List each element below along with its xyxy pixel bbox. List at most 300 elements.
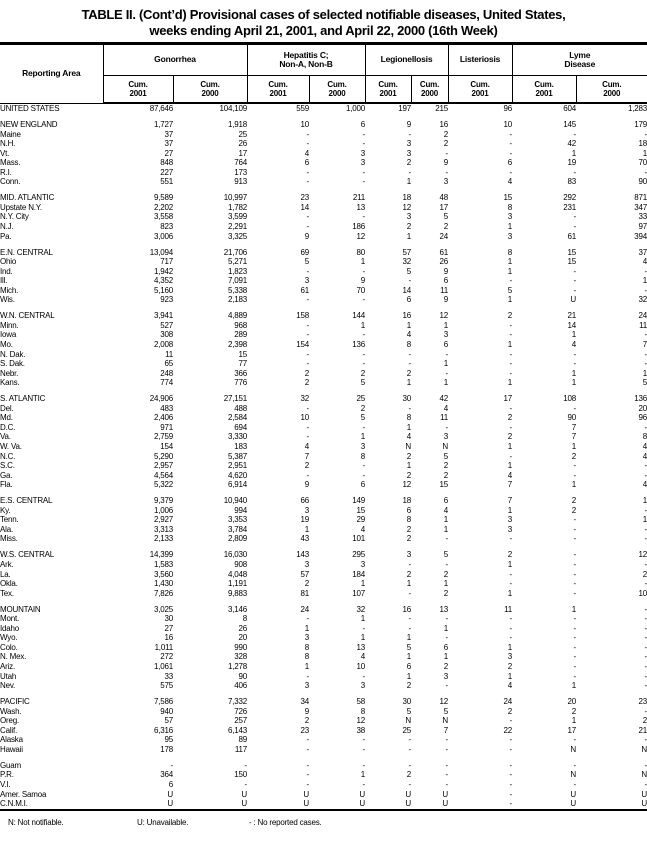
table-row	[0, 149, 647, 159]
value-cell: 1	[365, 652, 411, 662]
value-cell: -	[247, 423, 309, 433]
value-cell: 1,011	[103, 643, 173, 653]
table-row	[0, 276, 647, 286]
value-cell: 5,160	[103, 286, 173, 296]
value-cell: -	[309, 130, 365, 140]
value-cell: -	[576, 735, 647, 745]
value-cell: 8	[448, 248, 512, 258]
value-cell: N	[576, 770, 647, 780]
value-cell: 38	[309, 726, 365, 736]
value-cell: 61	[512, 232, 576, 242]
value-cell: 144	[309, 311, 365, 321]
value-cell: 8	[247, 643, 309, 653]
group-header-hepatitis-c	[247, 44, 365, 76]
value-cell: 848	[103, 158, 173, 168]
value-cell: -	[576, 350, 647, 360]
value-cell: 14	[512, 321, 576, 331]
value-cell: -	[247, 130, 309, 140]
value-cell: -	[512, 461, 576, 471]
value-cell: 9	[411, 295, 448, 305]
value-cell: 4	[448, 681, 512, 691]
value-cell: -	[576, 168, 647, 178]
value-cell: 90	[576, 177, 647, 187]
value-cell: 11	[103, 350, 173, 360]
value-cell: 3	[309, 442, 365, 452]
value-cell: 488	[173, 404, 247, 414]
table-row	[0, 232, 647, 242]
reporting-area-cell: MOUNTAIN	[0, 605, 103, 615]
value-cell: 2	[365, 525, 411, 535]
table-row	[0, 442, 647, 452]
value-cell: 7,586	[103, 697, 173, 707]
value-cell: 18	[576, 139, 647, 149]
value-cell: 57	[103, 716, 173, 726]
value-cell: -	[576, 525, 647, 535]
value-cell: U	[512, 790, 576, 800]
value-cell: 178	[103, 745, 173, 755]
reporting-area-cell: Md.	[0, 413, 103, 423]
value-cell: -	[576, 707, 647, 717]
value-cell: -	[512, 672, 576, 682]
subheader-legionellosis-2001: Cum. 2001	[365, 76, 411, 104]
footnote-unavailable: U: Unavailable.	[137, 818, 188, 827]
value-cell: 2	[448, 432, 512, 442]
value-cell: -	[448, 770, 512, 780]
value-cell: 1,727	[103, 120, 173, 130]
value-cell: 551	[103, 177, 173, 187]
value-cell: 24	[411, 232, 448, 242]
value-cell: 2	[411, 570, 448, 580]
value-cell: 24	[247, 605, 309, 615]
group-label: Lyme	[513, 51, 647, 61]
reporting-area-cell: Ariz.	[0, 662, 103, 672]
value-cell: 1	[411, 652, 448, 662]
value-cell: 10	[448, 120, 512, 130]
value-cell: 295	[309, 550, 365, 560]
value-cell: 20	[576, 404, 647, 414]
value-cell: 12	[365, 480, 411, 490]
value-cell: 940	[103, 707, 173, 717]
value-cell: 1	[448, 257, 512, 267]
value-cell: 5	[309, 378, 365, 388]
value-cell: 1	[309, 321, 365, 331]
value-cell: -	[512, 212, 576, 222]
value-cell: 13	[309, 203, 365, 213]
value-cell: 10	[247, 120, 309, 130]
value-cell: 2,957	[103, 461, 173, 471]
table-row	[0, 340, 647, 350]
value-cell: 694	[173, 423, 247, 433]
table-row	[0, 735, 647, 745]
value-cell: 2	[411, 222, 448, 232]
value-cell: -	[576, 286, 647, 296]
value-cell: 19	[247, 515, 309, 525]
reporting-area-cell: Wash.	[0, 707, 103, 717]
table-row	[0, 203, 647, 213]
value-cell: -	[512, 222, 576, 232]
value-cell: 1	[448, 442, 512, 452]
value-cell: 18	[365, 496, 411, 506]
value-cell: 17	[448, 394, 512, 404]
value-cell: 3,006	[103, 232, 173, 242]
table-row	[0, 643, 647, 653]
value-cell: 3,941	[103, 311, 173, 321]
value-cell: 1	[365, 177, 411, 187]
value-cell: 9	[365, 120, 411, 130]
value-cell: 1	[309, 633, 365, 643]
value-cell: 1,918	[173, 120, 247, 130]
value-cell: 10	[309, 662, 365, 672]
value-cell: 604	[512, 103, 576, 114]
value-cell: 90	[512, 413, 576, 423]
value-cell: 1	[512, 605, 576, 615]
value-cell: -	[576, 614, 647, 624]
value-cell: 21	[512, 311, 576, 321]
value-cell: 10	[247, 413, 309, 423]
value-cell: 2,291	[173, 222, 247, 232]
reporting-area-cell: La.	[0, 570, 103, 580]
value-cell: 8	[173, 614, 247, 624]
value-cell: 6	[103, 780, 173, 790]
value-cell: 8	[576, 432, 647, 442]
value-cell: 347	[576, 203, 647, 213]
value-cell: -	[309, 359, 365, 369]
value-cell: -	[247, 267, 309, 277]
table-row	[0, 624, 647, 634]
value-cell: 1	[512, 149, 576, 159]
value-cell: 13	[309, 643, 365, 653]
table-row	[0, 359, 647, 369]
value-cell: 8	[365, 340, 411, 350]
value-cell: U	[309, 799, 365, 810]
value-cell: -	[247, 471, 309, 481]
table-row	[0, 311, 647, 321]
value-cell: 70	[309, 286, 365, 296]
subheader-lyme-2001: Cum. 2001	[512, 76, 576, 104]
value-cell: 1	[411, 579, 448, 589]
value-cell: -	[411, 168, 448, 178]
value-cell: 231	[512, 203, 576, 213]
value-cell: 1	[247, 662, 309, 672]
value-cell: 104,109	[173, 103, 247, 114]
value-cell: 923	[103, 295, 173, 305]
reporting-area-cell: Mont.	[0, 614, 103, 624]
value-cell: 3	[448, 652, 512, 662]
value-cell: 575	[103, 681, 173, 691]
value-cell: 248	[103, 369, 173, 379]
reporting-area-cell: S.C.	[0, 461, 103, 471]
value-cell: -	[576, 471, 647, 481]
value-cell: 2	[448, 662, 512, 672]
value-cell: 1	[448, 589, 512, 599]
table-row	[0, 726, 647, 736]
value-cell: 4	[309, 652, 365, 662]
value-cell: 33	[103, 672, 173, 682]
value-cell: U	[512, 295, 576, 305]
value-cell: 4	[512, 340, 576, 350]
value-cell: 776	[173, 378, 247, 388]
value-cell: 32	[247, 394, 309, 404]
value-cell: 25	[309, 394, 365, 404]
value-cell: 15	[512, 248, 576, 258]
reporting-area-cell: E.S. CENTRAL	[0, 496, 103, 506]
value-cell: 96	[448, 103, 512, 114]
value-cell: 12	[309, 232, 365, 242]
reporting-area-cell: Ill.	[0, 276, 103, 286]
value-cell: 9	[247, 232, 309, 242]
value-cell: 9	[247, 480, 309, 490]
value-cell: -	[576, 534, 647, 544]
value-cell: 7,826	[103, 589, 173, 599]
table-row	[0, 177, 647, 187]
value-cell: 29	[309, 515, 365, 525]
value-cell: -	[512, 735, 576, 745]
value-cell: 77	[173, 359, 247, 369]
value-cell: -	[309, 461, 365, 471]
value-cell: 1	[411, 359, 448, 369]
value-cell: -	[309, 177, 365, 187]
value-cell: 2,584	[173, 413, 247, 423]
value-cell: U	[576, 799, 647, 810]
value-cell: 11	[411, 286, 448, 296]
value-cell: 4	[365, 330, 411, 340]
value-cell: 2	[247, 716, 309, 726]
group-label: Hepatitis C;	[248, 51, 365, 61]
value-cell: -	[365, 276, 411, 286]
value-cell: -	[448, 633, 512, 643]
value-cell: 3	[448, 525, 512, 535]
value-cell: 4,620	[173, 471, 247, 481]
value-cell: 1	[512, 442, 576, 452]
value-cell: 1	[448, 672, 512, 682]
value-cell: 1	[448, 506, 512, 516]
value-cell: -	[309, 735, 365, 745]
value-cell: 483	[103, 404, 173, 414]
value-cell: 3	[247, 633, 309, 643]
reporting-area-cell: Ky.	[0, 506, 103, 516]
value-cell: 158	[247, 311, 309, 321]
table-row	[0, 761, 647, 771]
value-cell: 6	[309, 480, 365, 490]
value-cell: U	[411, 799, 448, 810]
value-cell: 6	[448, 158, 512, 168]
value-cell: 1	[576, 496, 647, 506]
table-row	[0, 662, 647, 672]
value-cell: -	[576, 560, 647, 570]
group-header-lyme-disease	[512, 44, 647, 76]
value-cell: 4	[411, 506, 448, 516]
table-title-line2: weeks ending April 21, 2001, and April 22, 2000 (16th Week)	[0, 23, 647, 39]
value-cell: 1,278	[173, 662, 247, 672]
value-cell: -	[309, 761, 365, 771]
value-cell: 2	[365, 158, 411, 168]
value-cell: 15	[448, 193, 512, 203]
value-cell: 1	[448, 461, 512, 471]
value-cell: 3	[365, 550, 411, 560]
value-cell: 6	[309, 120, 365, 130]
value-cell: -	[411, 350, 448, 360]
value-cell: -	[309, 745, 365, 755]
value-cell: 9	[411, 158, 448, 168]
value-cell: 37	[576, 248, 647, 258]
value-cell: 406	[173, 681, 247, 691]
value-cell: -	[309, 423, 365, 433]
value-cell: 2	[247, 369, 309, 379]
value-cell: -	[365, 350, 411, 360]
value-cell: -	[512, 624, 576, 634]
value-cell: 26	[173, 624, 247, 634]
value-cell: 5	[247, 257, 309, 267]
value-cell: 30	[365, 697, 411, 707]
value-cell: 764	[173, 158, 247, 168]
value-cell: 5	[576, 378, 647, 388]
value-cell: -	[411, 149, 448, 159]
value-cell: 8	[309, 452, 365, 462]
value-cell: 83	[512, 177, 576, 187]
reporting-area-cell: C.N.M.I.	[0, 799, 103, 810]
value-cell: 1	[448, 560, 512, 570]
table-row	[0, 633, 647, 643]
value-cell: 2,133	[103, 534, 173, 544]
table-title	[0, 7, 647, 38]
value-cell: 3,146	[173, 605, 247, 615]
value-cell: 32	[576, 295, 647, 305]
value-cell: -	[309, 780, 365, 790]
reporting-area-cell: Tenn.	[0, 515, 103, 525]
value-cell: -	[512, 534, 576, 544]
value-cell: -	[247, 614, 309, 624]
group-header-listeriosis	[448, 44, 512, 76]
value-cell: -	[512, 404, 576, 414]
table-row	[0, 515, 647, 525]
value-cell: 5	[365, 267, 411, 277]
value-cell: 6	[411, 643, 448, 653]
value-cell: 1	[309, 770, 365, 780]
value-cell: 215	[411, 103, 448, 114]
value-cell: 3,330	[173, 432, 247, 442]
value-cell: 3	[309, 681, 365, 691]
table-row	[0, 212, 647, 222]
value-cell: 14,399	[103, 550, 173, 560]
table-row	[0, 525, 647, 535]
value-cell: 4,889	[173, 311, 247, 321]
value-cell: 2	[576, 716, 647, 726]
value-cell: -	[365, 560, 411, 570]
table-row	[0, 267, 647, 277]
value-cell: 2	[411, 130, 448, 140]
value-cell: 6	[411, 276, 448, 286]
value-cell: 3,558	[103, 212, 173, 222]
value-cell: 1	[448, 267, 512, 277]
reporting-area-cell: V.I.	[0, 780, 103, 790]
value-cell: 4	[448, 177, 512, 187]
value-cell: 2	[448, 707, 512, 717]
value-cell: N	[576, 745, 647, 755]
table-row	[0, 652, 647, 662]
value-cell: 87,646	[103, 103, 173, 114]
table-row	[0, 103, 647, 114]
value-cell: -	[512, 589, 576, 599]
reporting-area-cell: Va.	[0, 432, 103, 442]
value-cell: -	[365, 168, 411, 178]
table-title-line1: TABLE II. (Cont’d) Provisional cases of selected notifiable diseases, United States,	[0, 7, 647, 23]
value-cell: 22	[448, 726, 512, 736]
value-cell: -	[512, 579, 576, 589]
value-cell: N	[411, 442, 448, 452]
value-cell: 1	[411, 624, 448, 634]
value-cell: 1	[448, 643, 512, 653]
value-cell: 184	[309, 570, 365, 580]
value-cell: 12	[411, 311, 448, 321]
value-cell: 26	[173, 139, 247, 149]
value-cell: -	[448, 735, 512, 745]
table-row	[0, 369, 647, 379]
value-cell: -	[512, 286, 576, 296]
value-cell: 17	[173, 149, 247, 159]
table-row	[0, 394, 647, 404]
value-cell: 1,823	[173, 267, 247, 277]
value-cell: 97	[576, 222, 647, 232]
value-cell: 717	[103, 257, 173, 267]
table-row	[0, 350, 647, 360]
value-cell: 7	[576, 340, 647, 350]
value-cell: 3	[411, 672, 448, 682]
value-cell: 2	[247, 378, 309, 388]
value-cell: 2	[309, 369, 365, 379]
value-cell: -	[512, 359, 576, 369]
value-cell: 11	[411, 413, 448, 423]
value-cell: -	[448, 579, 512, 589]
value-cell: 990	[173, 643, 247, 653]
value-cell: -	[448, 790, 512, 800]
reporting-area-cell: S. Dak.	[0, 359, 103, 369]
value-cell: 107	[309, 589, 365, 599]
value-cell: 2	[512, 452, 576, 462]
value-cell: 3	[411, 330, 448, 340]
value-cell: -	[448, 799, 512, 810]
table-row	[0, 697, 647, 707]
reporting-area-cell: Del.	[0, 404, 103, 414]
reporting-area-cell: Mass.	[0, 158, 103, 168]
value-cell: 6,316	[103, 726, 173, 736]
value-cell: 5,271	[173, 257, 247, 267]
value-cell: 8	[365, 413, 411, 423]
value-cell: 1	[576, 515, 647, 525]
value-cell: -	[411, 745, 448, 755]
value-cell: -	[512, 633, 576, 643]
table-row	[0, 423, 647, 433]
value-cell: 7	[448, 496, 512, 506]
value-cell: 6	[365, 506, 411, 516]
table-row	[0, 452, 647, 462]
value-cell: 4	[247, 442, 309, 452]
value-cell: 16	[411, 120, 448, 130]
value-cell: -	[365, 614, 411, 624]
value-cell: 2	[309, 404, 365, 414]
reporting-area-cell: Fla.	[0, 480, 103, 490]
subheader-listeriosis-2001: Cum. 2001	[448, 76, 512, 104]
value-cell: 1	[365, 423, 411, 433]
value-cell: 2	[448, 413, 512, 423]
value-cell: -	[576, 780, 647, 790]
value-cell: -	[512, 662, 576, 672]
subheader-gonorrhea-2000: Cum. 2000	[173, 76, 247, 104]
value-cell: 12	[576, 550, 647, 560]
value-cell: -	[576, 130, 647, 140]
value-cell: 913	[173, 177, 247, 187]
value-cell: 6	[365, 295, 411, 305]
value-cell: 4,564	[103, 471, 173, 481]
